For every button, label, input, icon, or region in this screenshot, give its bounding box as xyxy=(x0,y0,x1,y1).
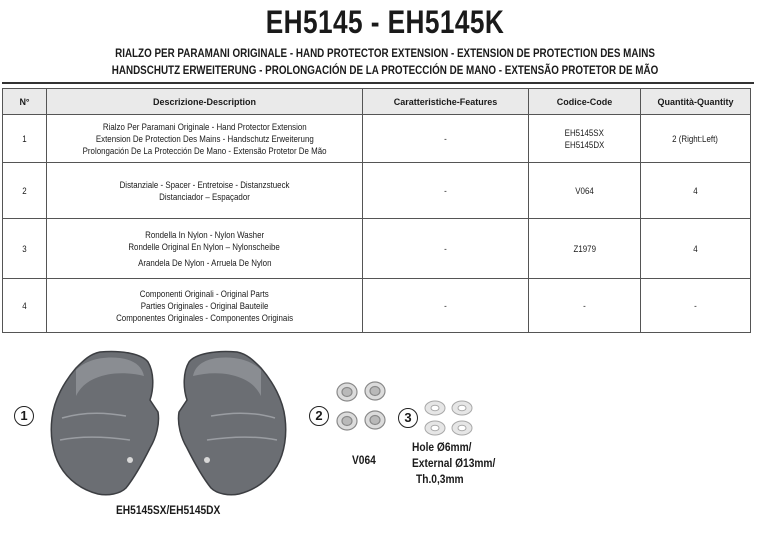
header-description: Descrizione-Description xyxy=(47,89,363,115)
parts-table xyxy=(2,88,751,333)
code-line: Z1979 xyxy=(573,243,596,254)
cell-quantity xyxy=(641,279,751,333)
cell-code xyxy=(529,279,641,333)
code-line: EH5145SX xyxy=(564,127,605,138)
row-number: 1 xyxy=(22,133,27,144)
cell-description xyxy=(47,219,363,279)
cell-quantity xyxy=(641,219,751,279)
callout-2: 2 xyxy=(309,406,329,426)
parts-illustration xyxy=(0,340,770,537)
header-features: Caratteristiche-Features xyxy=(363,89,529,115)
callout-1: 1 xyxy=(14,406,34,426)
row-number: 4 xyxy=(22,300,27,311)
washer-spec-line-2: External Ø13mm/ xyxy=(412,456,496,470)
callout-3: 3 xyxy=(398,408,418,428)
subtitle-line-1: RIALZO PER PARAMANI ORIGINALE - HAND PROTECTOR EXTENSION - EXTENSION DE PROTECTION DES MAINS xyxy=(115,46,655,60)
table-row xyxy=(3,163,751,219)
protector-code-label: EH5145SX/EH5145DX xyxy=(116,503,221,517)
nylon-washer-illustration xyxy=(422,398,478,440)
hand-protector-left-illustration xyxy=(42,348,162,498)
spacer-v064-illustration xyxy=(333,378,389,436)
cell-code xyxy=(529,115,641,163)
quantity-value: 2 (Right:Left) xyxy=(672,133,719,144)
desc-line: Distanziale - Spacer - Entretoise - Distanzstueck xyxy=(119,179,290,190)
table-row xyxy=(3,115,751,163)
quantity-value: 4 xyxy=(693,185,698,196)
cell-number xyxy=(3,279,47,333)
spacer-label: V064 xyxy=(352,453,376,467)
cell-quantity xyxy=(641,115,751,163)
washer-spec-line-1: Hole Ø6mm/ xyxy=(412,440,472,454)
desc-line: Distanciador – Espaçador xyxy=(159,191,250,202)
row-number: 2 xyxy=(22,185,27,196)
document-title: EH5145 - EH5145K xyxy=(265,4,505,40)
desc-line: Componentes Originales - Componentes Originais xyxy=(116,312,293,323)
cell-description xyxy=(47,279,363,333)
table-header-row xyxy=(3,89,751,115)
header-quantity: Quantità-Quantity xyxy=(641,89,751,115)
table-row xyxy=(3,219,751,279)
features-value: - xyxy=(444,300,447,311)
table-row xyxy=(3,279,751,333)
cell-quantity xyxy=(641,163,751,219)
cell-features xyxy=(363,163,529,219)
cell-number xyxy=(3,115,47,163)
subtitle-line-2: HANDSCHUTZ ERWEITERUNG - PROLONGACIÓN DE LA PROTECCIÓN DE MANO - EXTENSÃO PROTETOR DE MÃO xyxy=(111,63,659,77)
desc-line: Parties Originales - Original Bauteile xyxy=(140,300,269,311)
quantity-value: 4 xyxy=(693,243,698,254)
desc-line: Rialzo Per Paramani Originale - Hand Protector Extension xyxy=(102,121,307,132)
cell-features xyxy=(363,279,529,333)
hand-protector-right-illustration xyxy=(175,348,295,498)
desc-line: Rondelle Original En Nylon – Nylonscheibe xyxy=(128,241,281,252)
desc-line: Arandela De Nylon - Arruela De Nylon xyxy=(137,257,272,268)
desc-line: Prolongación De La Protección De Mano - Extensão Protetor De Mão xyxy=(82,145,327,156)
row-number: 3 xyxy=(22,243,27,254)
cell-description xyxy=(47,163,363,219)
header-number: N° xyxy=(3,89,47,115)
cell-code xyxy=(529,163,641,219)
cell-number xyxy=(3,219,47,279)
code-line: EH5145DX xyxy=(564,139,605,150)
quantity-value: - xyxy=(694,300,697,311)
cell-description xyxy=(47,115,363,163)
header-divider xyxy=(2,82,754,84)
desc-line: Extension De Protection Des Mains - Handschutz Erweiterung xyxy=(95,133,314,144)
cell-features xyxy=(363,219,529,279)
desc-line: Rondella In Nylon - Nylon Washer xyxy=(144,229,264,240)
cell-code xyxy=(529,219,641,279)
washer-spec-line-3: Th.0,3mm xyxy=(416,472,464,486)
features-value: - xyxy=(444,185,447,196)
cell-number xyxy=(3,163,47,219)
features-value: - xyxy=(444,133,447,144)
header-code: Codice-Code xyxy=(529,89,641,115)
cell-features xyxy=(363,115,529,163)
features-value: - xyxy=(444,243,447,254)
code-line: - xyxy=(583,300,586,311)
desc-line: Componenti Originali - Original Parts xyxy=(140,288,269,299)
code-line: V064 xyxy=(575,185,594,196)
